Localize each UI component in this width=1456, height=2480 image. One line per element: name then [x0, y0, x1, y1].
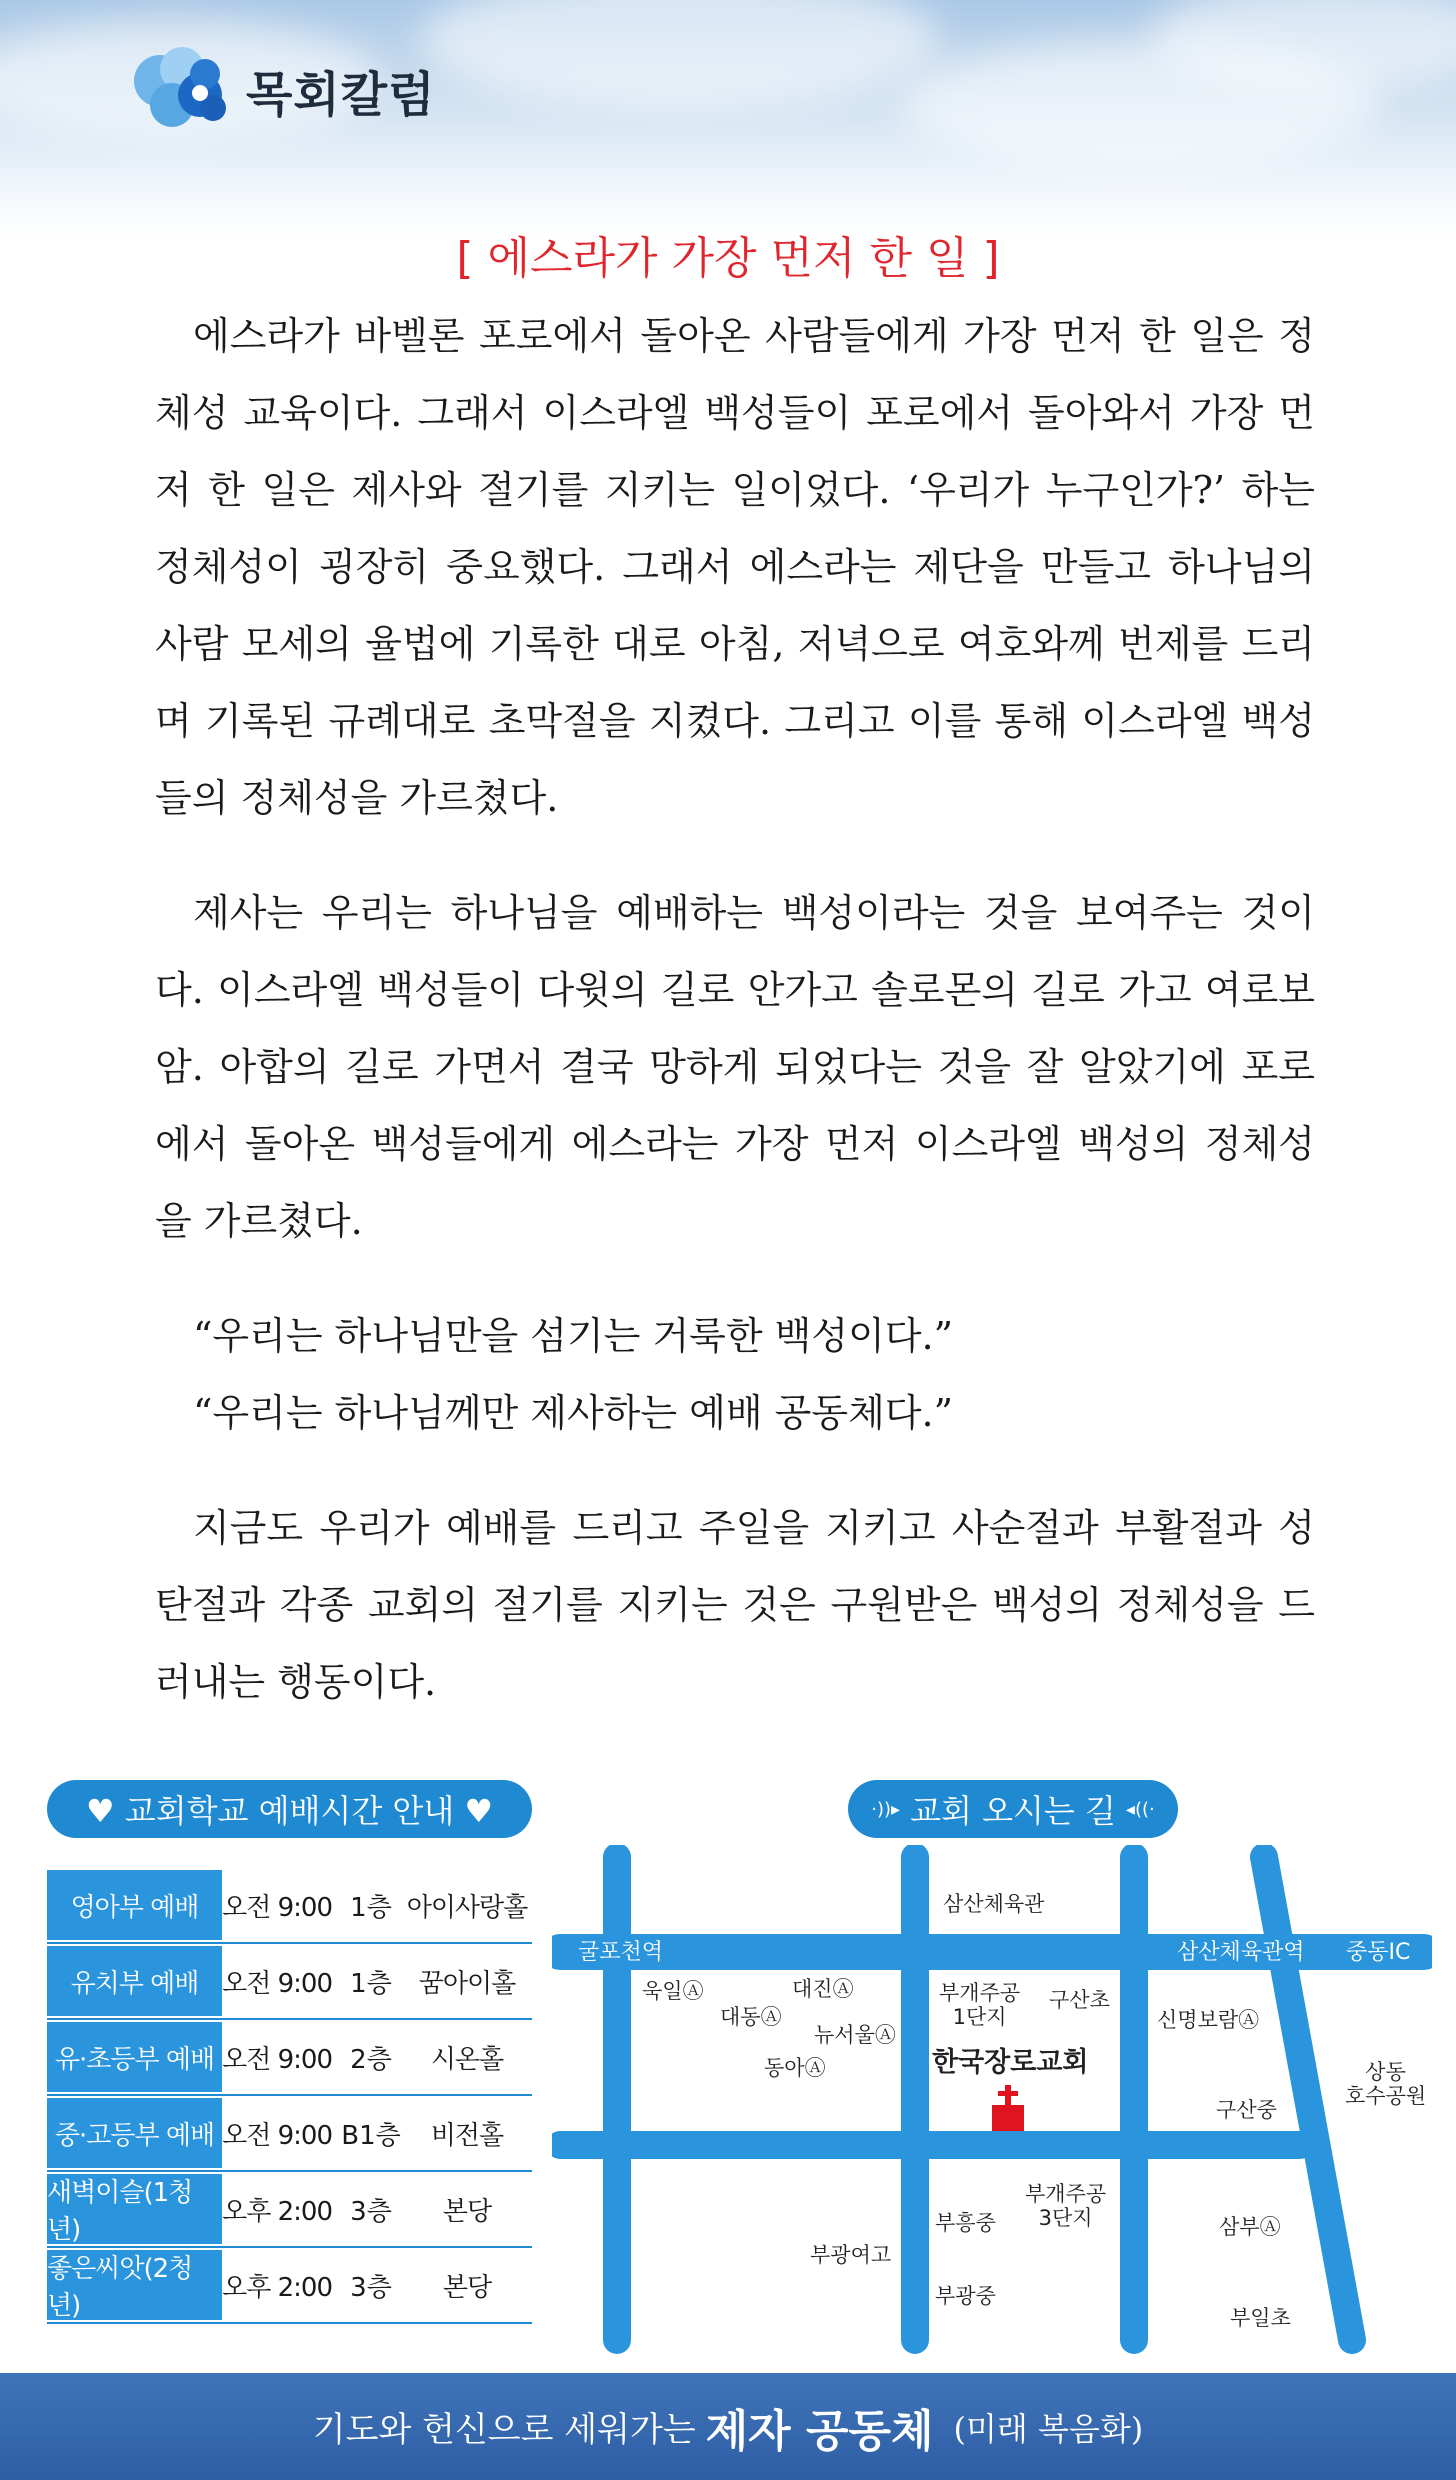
table-row	[47, 2172, 532, 2248]
schedule-floor: 3층	[350, 2196, 392, 2227]
label-sangdong-line2: 호수공원	[1345, 2084, 1427, 2108]
label-gusan-elem: 구산초	[1049, 1988, 1110, 2012]
label-daejin: 대진Ⓐ	[792, 1977, 854, 2001]
schedule-table	[47, 1868, 532, 2324]
table-row	[47, 2248, 532, 2324]
schedule-label: 중·고등부 예배	[47, 2098, 222, 2168]
directions-title	[848, 1780, 1178, 1838]
quote-line: “우리는 하나님만을 섬기는 거룩한 백성이다.”	[193, 1314, 953, 1358]
schedule-floor: 1층	[350, 1892, 392, 1923]
label-sinmyeong: 신명보람Ⓐ	[1157, 2008, 1260, 2032]
schedule-label: 영아부 예배	[47, 1870, 222, 1940]
signal-right-icon: ◂((·	[1125, 1798, 1155, 1820]
schedule-floor: B1층	[341, 2120, 401, 2151]
label-samsan-gym-station: 삼산체육관역	[1177, 1940, 1305, 1965]
label-sambu: 삼부Ⓐ	[1219, 2215, 1281, 2239]
label-bugae-3-line2: 3단지	[1038, 2206, 1093, 2230]
label-bugae-1	[939, 1981, 1020, 2029]
schedule-floor: 1층	[350, 1968, 392, 1999]
slogan-emphasis: 제자 공동체	[705, 2405, 934, 2457]
footer-slogan	[0, 2373, 1456, 2480]
label-buil-elem: 부일초	[1230, 2306, 1291, 2330]
table-row	[47, 1944, 532, 2020]
table-row	[47, 1868, 532, 1944]
label-church: 한국장로교회	[932, 2047, 1089, 2078]
directions-map	[552, 1845, 1432, 2355]
schedule-time: 오후 2:00	[222, 2196, 332, 2227]
directions-title-text: 교회 오시는 길	[910, 1792, 1116, 1830]
paragraph: 지금도 우리가 예배를 드리고 주일을 지키고 사순절과 부활절과 성탄절과 각종 교회의 절기를 지키는 것은 구원받은 백성의 정체성을 드러내는 행동이다.	[155, 1506, 1315, 1704]
schedule-label: 새벽이슬(1청년)	[47, 2174, 222, 2244]
signal-left-icon: ·))▸	[871, 1798, 901, 1820]
label-gusan-mid: 구산중	[1216, 2098, 1277, 2122]
schedule-room: 본당	[442, 2196, 492, 2227]
label-sangdong	[1345, 2060, 1426, 2108]
cross-vertical	[1005, 2085, 1011, 2109]
label-daedong: 대동Ⓐ	[720, 2005, 782, 2029]
article-title: [ 에스라가 가장 먼저 한 일 ]	[456, 233, 1000, 284]
label-bugwang-mid: 부광중	[935, 2284, 996, 2308]
schedule-time: 오후 2:00	[222, 2272, 332, 2303]
label-yukil: 욱일Ⓐ	[642, 1979, 704, 2003]
paragraph: 제사는 우리는 하나님을 예배하는 백성이라는 것을 보여주는 것이다. 이스라엘 백성들이 다윗의 길로 안가고 솔로몬의 길로 가고 여로보암. 아합의 길로 가면서 결국 망하게 되었다는 것을 잘 알았기에 포로에서 돌아온 백성들에게 에스라는 가장 먼저 이스라엘 백성의 정체성을 가르쳤다.	[155, 891, 1315, 1243]
label-gulpo-station: 굴포천역	[578, 1940, 664, 1965]
schedule-time: 오전 9:00	[222, 2120, 332, 2151]
label-bugwang-girls: 부광여고	[810, 2243, 892, 2267]
label-bugae-3	[1025, 2182, 1106, 2230]
quote-block	[155, 1298, 1315, 1452]
label-samsan-gym: 삼산체육관	[943, 1892, 1045, 1916]
quote-line: “우리는 하나님께만 제사하는 예배 공동체다.”	[193, 1391, 953, 1435]
schedule-room: 꿈아이홀	[418, 1968, 516, 1999]
schedule-label: 좋은씨앗(2청년)	[47, 2250, 222, 2320]
schedule-time: 오전 9:00	[222, 2044, 332, 2075]
column-title: 목회칼럼	[246, 66, 436, 123]
schedule-room: 아이사랑홀	[406, 1892, 528, 1923]
schedule-room: 본당	[442, 2272, 492, 2303]
cross-horizontal	[998, 2091, 1018, 2096]
road-map	[552, 1845, 1432, 2355]
schedule-room: 비전홀	[430, 2120, 504, 2151]
slogan-suffix: (미래 복음화)	[953, 2409, 1144, 2448]
schedule-floor: 2층	[350, 2044, 392, 2075]
label-newseoul: 뉴서울Ⓐ	[814, 2023, 896, 2047]
schedule-room: 시온홀	[430, 2044, 504, 2075]
table-row	[47, 2096, 532, 2172]
road-diagonal	[1264, 1857, 1352, 2340]
article-body	[155, 298, 1315, 1721]
schedule-time: 오전 9:00	[222, 1968, 332, 1999]
schedule-title: ♥ 교회학교 예배시간 안내 ♥	[47, 1780, 532, 1838]
label-buheung-mid: 부흥중	[935, 2211, 996, 2235]
paragraph: 에스라가 바벨론 포로에서 돌아온 사람들에게 가장 먼저 한 일은 정체성 교육이다. 그래서 이스라엘 백성들이 포로에서 돌아와서 가장 먼저 한 일은 제사와 절기를 지키는 일이었다. ‘우리가 누구인가?’ 하는 정체성이 굉장히 중요했다. 그래서 에스라는 제단을 만들고 하나님의 사람 모세의 율법에 기록한 대로 아침, 저녁으로 여호와께 번제를 드리며 기록된 규례대로 초막절을 지켰다. 그리고 이를 통해 이스라엘 백성들의 정체성을 가르쳤다.	[155, 314, 1315, 820]
label-bugae-3-line1: 부개주공	[1025, 2182, 1107, 2206]
label-bugae-1-line2: 1단지	[952, 2005, 1007, 2029]
schedule-label: 유치부 예배	[47, 1946, 222, 2016]
label-donga: 동아Ⓐ	[764, 2056, 826, 2080]
label-bugae-1-line1: 부개주공	[939, 1981, 1021, 2005]
schedule-time: 오전 9:00	[222, 1892, 332, 1923]
schedule-floor: 3층	[350, 2272, 392, 2303]
page-header	[130, 45, 435, 135]
roads	[560, 1857, 1427, 2340]
flower-logo-icon	[130, 45, 240, 135]
label-jungdong-ic: 중동IC	[1346, 1940, 1411, 1965]
schedule-label: 유·초등부 예배	[47, 2022, 222, 2092]
label-sangdong-line1: 상동	[1365, 2060, 1406, 2084]
slogan-prefix: 기도와 헌신으로 세워가는	[312, 2410, 696, 2450]
table-row	[47, 2020, 532, 2096]
